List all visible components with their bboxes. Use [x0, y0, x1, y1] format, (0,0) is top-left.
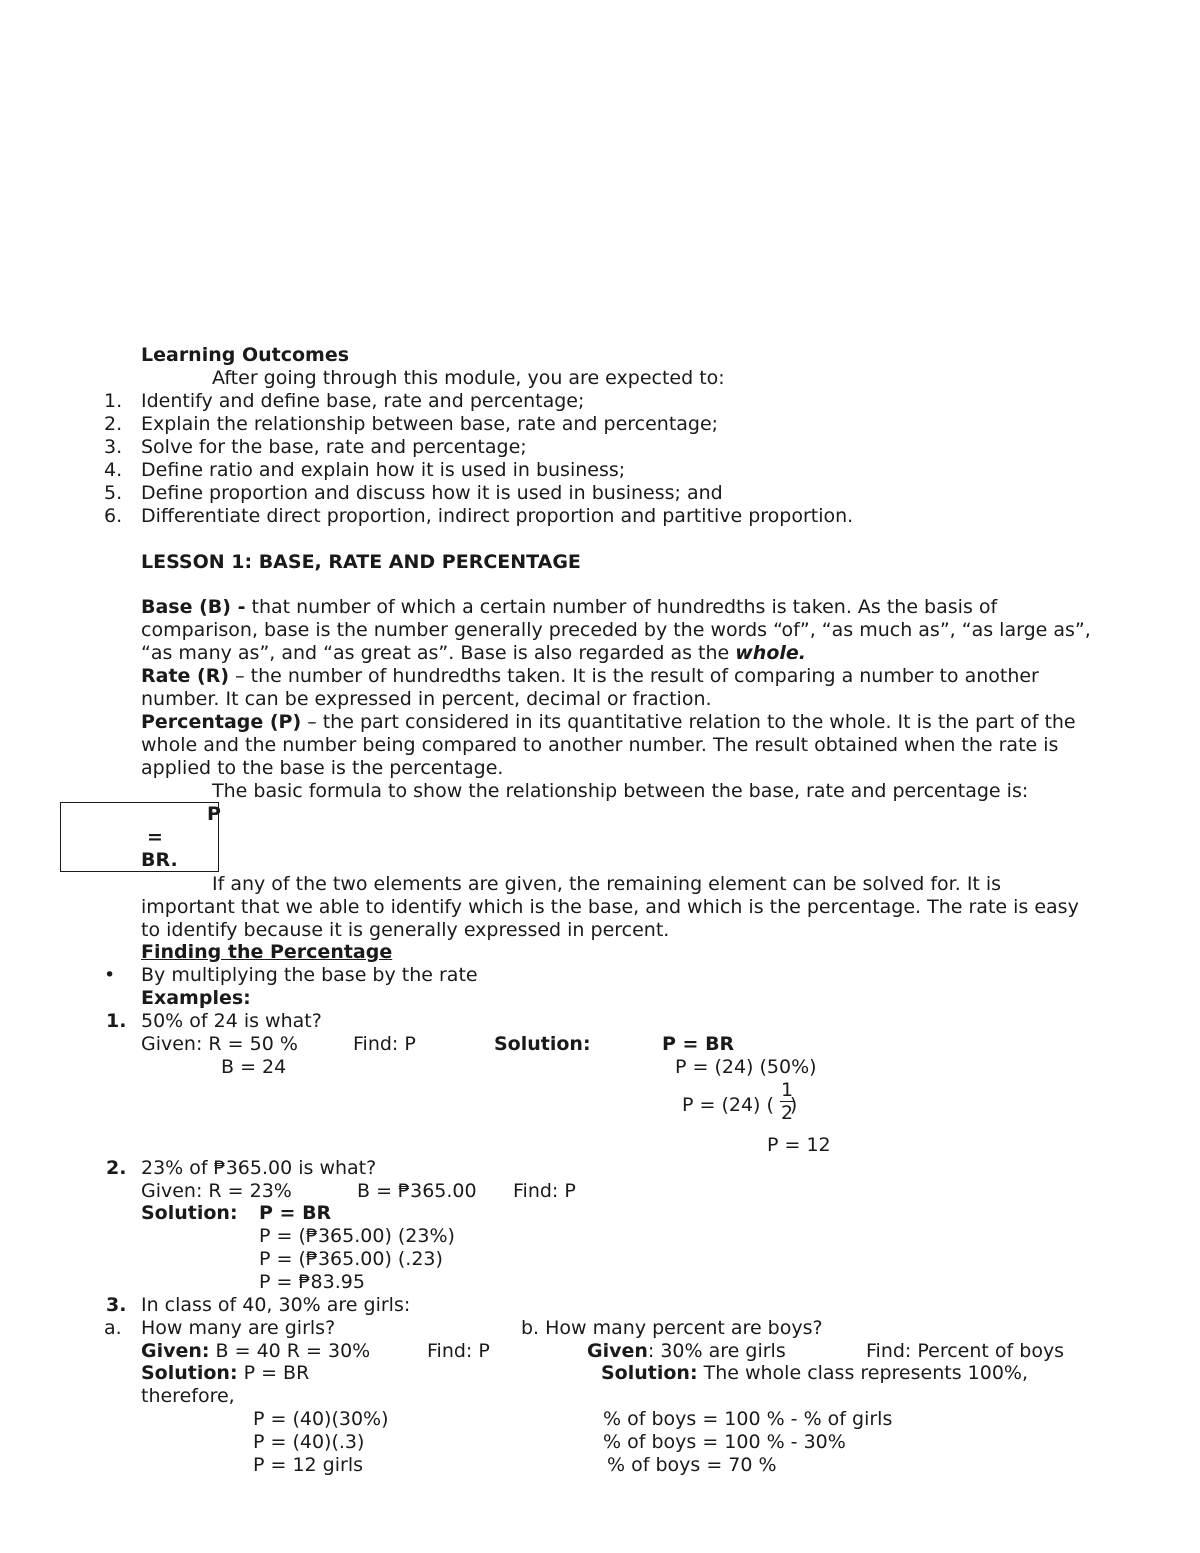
solution-b-text: The whole class represents 100%,	[697, 1362, 1029, 1384]
example-question: 23% of ₱365.00 is what?	[141, 1157, 377, 1179]
percentage-definition-line	[141, 711, 1076, 734]
example-question: 50% of 24 is what?	[141, 1010, 322, 1032]
solution-answer: P = 12 girls	[253, 1454, 364, 1476]
solution-step: % of boys = 100 % - % of girls	[603, 1408, 893, 1430]
rate-term: Rate (R)	[141, 665, 230, 687]
solution-step: P = (₱365.00) (.23)	[259, 1248, 443, 1270]
example-find: Find: P	[513, 1180, 576, 1202]
solution-formula: P = BR	[259, 1202, 332, 1224]
subquestion-a: How many are girls?	[141, 1317, 336, 1339]
base-definition-line	[141, 642, 806, 665]
given-b-values: : 30% are girls	[647, 1340, 786, 1362]
example-given: Given: R = 23%	[141, 1180, 292, 1202]
solution-step: % of boys = 100 % - 30%	[603, 1431, 846, 1453]
find-b: Find: Percent of boys	[866, 1340, 1065, 1362]
bullet-icon: •	[104, 964, 116, 986]
outcome-text: Differentiate direct proportion, indirect proportion and partitive proportion.	[141, 505, 854, 527]
solution-label: Solution:	[141, 1202, 238, 1224]
given-b	[587, 1340, 786, 1363]
formula-box	[60, 802, 219, 872]
lesson-title: LESSON 1: BASE, RATE AND PERCENTAGE	[141, 551, 581, 573]
solution-b	[601, 1362, 1028, 1385]
percentage-term: Percentage (P)	[141, 711, 302, 733]
outcome-text: Define proportion and discuss how it is used in business; and	[141, 482, 723, 504]
fraction-denominator: 2	[780, 1102, 794, 1124]
solution-answer: % of boys = 70 %	[607, 1454, 777, 1476]
paragraph-line: to identify because it is generally expressed in percent.	[141, 919, 670, 941]
formula-equals: =	[147, 826, 163, 848]
base-definition-line: comparison, base is the number generally preceded by the words “of”, “as much as”, “as large as”,	[141, 619, 1091, 641]
solution-a-formula: P = BR	[237, 1362, 310, 1384]
solution-step: P = (₱365.00) (23%)	[259, 1225, 455, 1247]
outcome-text: Solve for the base, rate and percentage;	[141, 436, 527, 458]
find-a: Find: P	[427, 1340, 490, 1362]
formula-br: BR.	[141, 849, 178, 871]
solution-step: P = (40)(.3)	[253, 1431, 365, 1453]
paragraph-line: If any of the two elements are given, the remaining element can be solved for. It is	[212, 873, 1002, 895]
outcome-number: 2.	[104, 413, 123, 435]
example-question: In class of 40, 30% are girls:	[141, 1294, 411, 1316]
formula-intro: The basic formula to show the relationship between the base, rate and percentage is:	[212, 780, 1029, 802]
examples-label: Examples:	[141, 987, 251, 1009]
given-a-values: B = 40 R = 30%	[209, 1340, 371, 1362]
base-definition-line	[141, 596, 997, 619]
outcome-text: Define ratio and explain how it is used in business;	[141, 459, 626, 481]
finding-bullet: By multiplying the base by the rate	[141, 964, 478, 986]
fraction-numerator: 1	[780, 1079, 794, 1101]
solution-label: Solution:	[141, 1362, 238, 1384]
outcome-number: 6.	[104, 505, 123, 527]
example-number: 2.	[106, 1157, 127, 1179]
solution-a	[141, 1362, 309, 1385]
base-text: that number of which a certain number of hundredths is taken. As the basis of	[245, 596, 998, 618]
given-label: Given:	[141, 1340, 210, 1362]
solution-step: P = (24) (50%)	[675, 1056, 817, 1078]
solution-step: P = (40)(30%)	[253, 1408, 389, 1430]
example-find: Find: P	[353, 1033, 416, 1055]
outcome-text: Explain the relationship between base, rate and percentage;	[141, 413, 719, 435]
formula-p: P	[207, 803, 221, 825]
solution-formula: P = BR	[662, 1033, 735, 1055]
percentage-text: – the part considered in its quantitative relation to the whole. It is the part of the	[301, 711, 1076, 733]
given-a	[141, 1340, 370, 1363]
example-given-base: B = 24	[221, 1056, 287, 1078]
finding-heading: Finding the Percentage	[141, 941, 393, 963]
percentage-definition-line: whole and the number being compared to another number. The result obtained when the rate is	[141, 734, 1059, 756]
outcome-number: 5.	[104, 482, 123, 504]
outcome-text: Identify and define base, rate and percentage;	[141, 390, 585, 412]
base-text: “as many as”, and “as great as”. Base is also regarded as the	[141, 642, 736, 664]
solution-b-label: Solution:	[601, 1362, 698, 1384]
rate-definition-line	[141, 665, 1039, 688]
outcome-number: 4.	[104, 459, 123, 481]
solution-answer: P = ₱83.95	[259, 1271, 365, 1293]
subquestion-b: b. How many percent are boys?	[521, 1317, 823, 1339]
solution-step-pre: P = (24) (	[682, 1094, 774, 1116]
example-given: Given: R = 50 %	[141, 1033, 298, 1055]
example-number: 1.	[106, 1010, 127, 1032]
example-given-base: B = ₱365.00	[357, 1180, 477, 1202]
percentage-definition-line: applied to the base is the percentage.	[141, 757, 504, 779]
rate-definition-line: number. It can be expressed in percent, decimal or fraction.	[141, 688, 712, 710]
outcomes-intro: After going through this module, you are expected to:	[212, 367, 725, 389]
paragraph-line: important that we able to identify which is the base, and which is the percentage. The rate is easy	[141, 896, 1079, 918]
subitem-letter: a.	[104, 1317, 122, 1339]
base-term: Base (B) -	[141, 596, 246, 618]
outcome-number: 1.	[104, 390, 123, 412]
solution-answer: P = 12	[767, 1134, 831, 1156]
given-b-label: Given	[587, 1340, 648, 1362]
fraction-one-half	[779, 1079, 798, 1126]
solution-step-post: )	[789, 1094, 798, 1116]
outcome-number: 3.	[104, 436, 123, 458]
whole-term: whole.	[735, 642, 806, 664]
solution-label: Solution:	[494, 1033, 591, 1055]
outcomes-heading: Learning Outcomes	[141, 344, 350, 366]
example-number: 3.	[106, 1294, 127, 1316]
rate-text: – the number of hundredths taken. It is the result of comparing a number to another	[229, 665, 1039, 687]
therefore-text: therefore,	[141, 1385, 235, 1407]
